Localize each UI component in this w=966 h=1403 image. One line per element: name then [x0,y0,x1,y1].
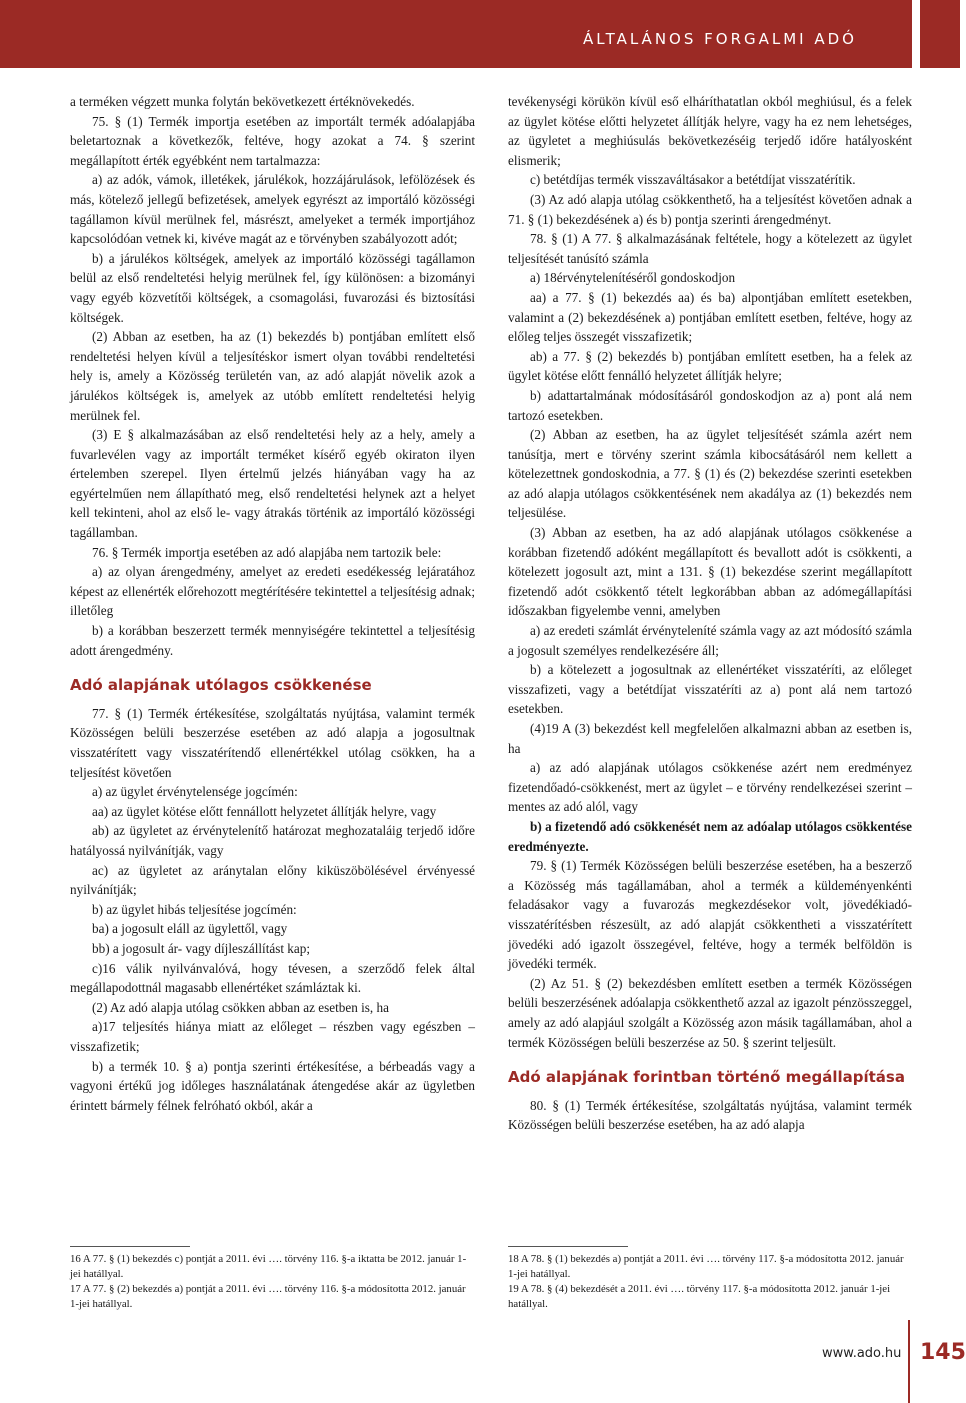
footnotes-right [508,1252,912,1312]
header-corner-strip [920,0,960,68]
footer-separator [908,1320,910,1403]
paragraph-76: 76. § Termék importja esetében az adó alapjába nem tartozik bele: [92,544,442,560]
paragraph: b) a járulékos költségek, amelyek az importáló közösségi tagállamon belül az első rendeltetési helyig merülnek fel, így különösen: a bizományi vagy egyéb közvetítői költségek, a csomagolási, fuvarozási és biztosítási költségek. [70,250,475,325]
paragraph: (3) E § alkalmazásában az első rendeltetési hely az a hely, amely a fuvarlevélen vagy az importált terméket kísérő egyéb okiraton ilyen értelemben szerepel. Ilyen értelmű jelzés hiányában vagy ha az egyértelműen nem állapítható meg, első rendeltetési helynek azt a helyet kell tekinteni, ahol az első le- vagy átrakás történik az importáló közösségi tagállamban. [70,427,475,541]
paragraph: a) az ügylet érvénytelensége jogcímén: [92,784,298,800]
paragraph: b) a korábban beszerzett termék mennyiségére tekintettel a teljesítésig adott árengedmény. [70,623,475,658]
paragraph: tevékenységi körükön kívül eső elháríthatatlan okból meghiúsul, és a felek az ügylet kötése előtti helyzetet állítják helyre, vagy ha ez nem lehetséges, az ügyletet a meghiúsulás bekövetkezéséig terjedő időre hatályosként elismerik; [508,94,912,168]
paragraph-80: 80. § (1) Termék értékesítése, szolgáltatás nyújtása, valamint termék Közösségen belüli beszerzése esetében, ha az adó alapja [508,1097,912,1133]
paragraph: c) betétdíjas termék visszaváltásakor a betétdíjat visszatérítik. [530,172,856,188]
paragraph: a terméken végzett munka folytán bekövetkezett értéknövekedés. [70,94,415,109]
paragraph: b) adattartalmának módosításáról gondoskodjon az a) pont alá nem tartozó esetekben. [508,387,912,423]
paragraph: a) az olyan árengedmény, amelyet az eredeti esedékesség lejáratához képest az ellenérték előrehozott megtérítésére tekintettel a teljesítésig adnak; illetőleg [70,564,475,619]
section-heading: Adó alapjának utólagos csökkenése [70,676,372,695]
paragraph: a) az adók, vámok, illetékek, járulékok, hozzájárulások, lefölözések és más, kötelező jellegű befizetések, amelyek egyrészt az importáló közösségi tagállamon kívül merülnek fel, másrészt, amelyeket a termék importjához kapcsolódóan vetnek ki, kivéve magát az e törvényben szabályozott adót; [70,172,475,247]
paragraph: (3) Az adó alapja utólag csökkenthető, ha a teljesítést követően adnak a 71. § (1) bekezdésének a) és b) pontja szerinti árengedményt. [508,191,912,227]
paragraph: (2) Az 51. § (2) bekezdésben említett esetben a termék Közösségen belüli beszerzésének adóalapja csökkenthető azzal az igazolt pénzösszeggel, amely az adó alapjául szolgált a Közösség azon másik tagállamában, ahol a termék Közösségen belüli beszerzése az 50. § szerint teljesült. [508,975,912,1050]
page-number: 145 [920,1340,966,1365]
paragraph: b) a kötelezett a jogosultnak az ellenértéket visszatéríti, az előleget visszafizeti, vagy a betétdíjat visszatéríti az a) pont alá nem tartozó esetekben. [508,662,912,717]
paragraph-78: 78. § (1) A 77. § alkalmazásának feltétele, hogy a kötelezett az ügylet teljesítését tanúsító számla [508,231,912,266]
paragraph: a)17 teljesítés hiánya miatt az előleget – részben vagy egészben – visszafizetik; [70,1019,475,1054]
paragraph: ab) az ügyletet az érvénytelenítő határozat meghozataláig terjedő időre hatályossá nyilvánítják, vagy [70,823,475,858]
paragraph: b) a termék 10. § a) pontja szerinti értékesítése, a bérbeadás vagy a vagyoni értékű jog időleges használatának átengedése akár az ügyletben érintett bármely félnek felróható okból, akár a [70,1058,475,1113]
paragraph: (3) Abban az esetben, ha az adó alapjának utólagos csökkenése a korábban fizetendő adóként megállapított és bevallott adót is csökkenti, a kötelezett jogosult azt, mint a 131. § (1) bekezdése szerint megállapított fizetendő adót csökkentő tételt legkorábban abban az adómegállapítási időszakban figyelembe venni, amelyben [508,525,912,619]
paragraph: a) az adó alapjának utólagos csökkenése azért nem eredményez fizetendőadó-csökkenést, mert az ügylet – e törvény rendelkezései szerint – mentes az adó alól, vagy [508,760,912,815]
paragraph: c)16 válik nyilvánvalóvá, hogy tévesen, a szerződő felek által megállapodottnál magasabb ellenértéket számláztak ki. [70,960,475,996]
paragraph: (2) Az adó alapja utólag csökken abban az esetben is, ha [92,999,389,1015]
footnote-rule [508,1246,628,1247]
paragraph: (2) Abban az esetben, ha az ügylet teljesítését számla azért nem tanúsítja, mert e törvény szerint számla kibocsátásáról nem kellett a kötelezettnek gondoskodnia, a 77. § (1) és (2) bekezdése szerinti esetekben az adó alapja utólagos csökkentésének nem akadálya az (1) bekezdés nem teljesülése. [508,427,912,521]
paragraph: aa) a 77. § (1) bekezdés aa) és ba) alpontjában említett esetekben, valamint a (2) bekezdésének a) pontjában említett esetben, feltéve, hogy az előleg teljes összegét visszafizetik; [508,289,912,345]
running-header-title: ÁLTALÁNOS FORGALMI ADÓ [583,30,857,48]
footnotes-left [70,1252,475,1312]
footnote-rule [70,1246,190,1247]
footnote: 16 A 77. § (1) bekezdés c) pontját a 2011. évi …. törvény 116. §-a iktatta be 2012. január 1-jei hatállyal. [70,1253,467,1280]
paragraph-79: 79. § (1) Termék Közösségen belüli beszerzése esetében, ha a beszerző a Közösség más tagállamában, ahol a termék a küldeményenkénti feladásakor vagy a fuvarozás megkezdésekor volt, jövedékiadó-visszatérítésben részesült, az adó alapját csökkentheti a visszatérített jövedéki adó igazolt összegével, feltéve, hogy a termék belföldön is jövedéki termék. [508,858,912,972]
footer-website: www.ado.hu [822,1346,902,1361]
paragraph: ba) a jogosult eláll az ügylettől, vagy [92,921,288,937]
paragraph: ab) a 77. § (2) bekezdés b) pontjában említett esetben, ha a felek az ügylet kötése előtt fennálló helyzetet állítják helyre; [508,348,912,384]
paragraph: a) 18érvénytelenítéséről gondoskodjon [530,270,736,286]
left-column [70,92,475,1115]
paragraph: ac) az ügyletet az aránytalan előny kiküszöbölésével érvényessé nyilvánítják; [70,862,475,898]
paragraph: b) az ügylet hibás teljesítése jogcímén: [92,901,297,917]
footnote: 19 A 78. § (4) bekezdését a 2011. évi …. törvény 117. §-a módosította 2012. január 1-jei hatállyal. [508,1283,891,1310]
paragraph: b) a fizetendő adó csökkenését nem az adóalap utólagos csökkentése eredményezte. [508,818,912,854]
footnote: 17 A 77. § (2) bekezdés a) pontját a 2011. évi …. törvény 116. §-a módosította 2012. január 1-jei hatállyal. [70,1283,466,1310]
paragraph: aa) az ügylet kötése előtt fennállott helyzetet állítják helyre, vagy [92,803,437,819]
paragraph: a) az eredeti számlát érvényteleníté számla vagy az azt módosító számla a jogosult személyes rendelkezésére áll; [508,623,912,658]
right-column [508,92,912,1135]
footnote: 18 A 78. § (1) bekezdés a) pontját a 2011. évi …. törvény 117. §-a módosította 2012. január 1-jei hatállyal. [508,1253,904,1280]
paragraph: (2) Abban az esetben, ha az (1) bekezdés b) pontjában említett első rendeltetési helyen kívül a teljesítéskor ismert olyan további rendeltetési hely is, amely a Közösség területén van, az adó alapját növelik azok a járulékos költségek is, amelyek az utóbb említett rendeltetési helyig merülnek fel. [70,329,475,423]
paragraph: (4)19 A (3) bekezdést kell megfelelően alkalmazni abban az esetben is, ha [508,721,912,756]
paragraph-75: 75. § (1) Termék importja esetében az importált termék adóalapjába beletartoznak a következők, feltéve, hogy azokat a 74. § szerint megállapított érték egyébként nem tartalmazza: [70,113,475,168]
paragraph: bb) a jogosult ár- vagy díjleszállítást kap; [92,940,311,956]
paragraph-77: 77. § (1) Termék értékesítése, szolgáltatás nyújtása, valamint termék Közösségen belüli beszerzése esetében az adó alapja a jogosultnak visszatérített vagy visszatérítendő ellenértékkel utólag csökken, ha a teljesítést követően [70,705,475,780]
header-bar [0,0,912,68]
section-heading: Adó alapjának forintban történő megállapítása [508,1068,905,1087]
